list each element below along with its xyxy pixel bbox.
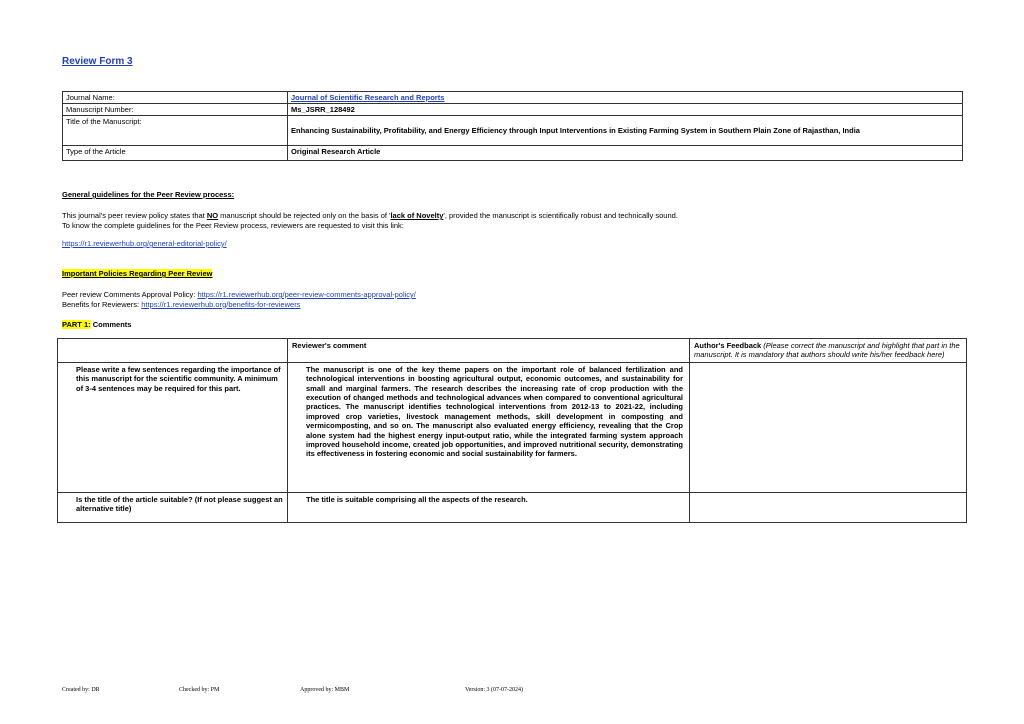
manuscript-title-row	[63, 116, 963, 146]
guidelines-text	[62, 211, 678, 230]
guidelines-heading: General guidelines for the Peer Review process:	[62, 190, 235, 199]
article-type-value: Original Research Article	[288, 146, 963, 161]
comments-table	[57, 338, 967, 523]
reviewer-comment-importance: The manuscript is one of the key theme papers on the important role of balanced fertilization and technological interventions in boosting agricultural output, economic outcomes, and sustainability for small and marginal farmers. The research describes the increasing rate of crop production with the execution of changed methods and technological advances when compared to conventional agricultural practices. The manuscript identifies technological interventions from 2012-13 to 2021-22, including improved crop varieties, livestock management methods, skill development in composting and vermicomposting, and so on. The manuscript also evaluated energy efficiency, revealing that the Crop alone system had the highest energy input-output ratio, while the integrated farming system approach improved household income, created job opportunities, and improved nutritional security, demonstrating its effectiveness in fostering economic and social sustainability for farmers.	[306, 364, 683, 459]
approval-policy-link[interactable]: https://r1.reviewerhub.org/peer-review-comments-approval-policy/	[197, 290, 416, 299]
footer-created-by: Created by: DR	[62, 687, 100, 693]
guidelines-text-c: ', provided the manuscript is scientifically robust and technically sound.	[443, 211, 678, 220]
guidelines-line-2: To know the complete guidelines for the Peer Review process, reviewers are requested to visit this link:	[62, 220, 404, 230]
journal-name-label: Journal Name:	[63, 92, 288, 104]
no-emphasis: NO	[206, 211, 219, 220]
guidelines-line-1	[62, 211, 678, 221]
author-feedback-title: Author's Feedback	[694, 341, 762, 350]
benefits-label: Benefits for Reviewers:	[62, 299, 142, 309]
question-title-suitable: Is the title of the article suitable? (If not please suggest an alternative title)	[76, 494, 283, 514]
manuscript-info-table	[62, 91, 963, 161]
author-feedback-cell-importance[interactable]	[690, 362, 967, 492]
reviewer-comment-title: The title is suitable comprising all the aspects of the research.	[306, 494, 528, 504]
policies-text	[62, 290, 416, 309]
author-feedback-header	[690, 339, 966, 362]
empty-header-cell	[58, 339, 288, 363]
policies-heading: Important Policies Regarding Peer Review	[62, 269, 213, 278]
footer-checked-by: Checked by: PM	[179, 687, 220, 693]
table-row	[58, 362, 967, 492]
journal-name-row	[63, 92, 963, 104]
guidelines-text-b: manuscript should be rejected only on the basis of '	[218, 211, 391, 220]
manuscript-number-row	[63, 104, 963, 116]
comments-header-row	[58, 339, 967, 363]
part-1-title: Comments	[90, 320, 132, 329]
editorial-policy-link[interactable]: https://r1.reviewerhub.org/general-editorial-policy/	[62, 239, 227, 248]
journal-name-link[interactable]: Journal of Scientific Research and Reports	[291, 93, 445, 102]
manuscript-title-label: Title of the Manuscript:	[63, 116, 288, 146]
author-feedback-cell-title[interactable]	[690, 492, 967, 522]
manuscript-number-label: Manuscript Number:	[63, 104, 288, 116]
benefits-link[interactable]: https://r1.reviewerhub.org/benefits-for-reviewers	[141, 299, 301, 309]
guidelines-text-a: This journal's peer review policy states that	[62, 211, 207, 220]
manuscript-number-value: Ms_JSRR_128492	[288, 104, 963, 116]
table-row	[58, 492, 967, 522]
approval-policy-label: Peer review Comments Approval Policy:	[62, 290, 198, 299]
article-type-label: Type of the Article	[63, 146, 288, 161]
form-title: Review Form 3	[62, 56, 133, 67]
author-feedback-note: (Please correct the manuscript and highlight that part in the manuscript. It is mandatory that authors should write his/her feedback here)	[694, 341, 960, 360]
reviewer-comment-header: Reviewer's comment	[292, 341, 367, 350]
footer-approved-by: Approved by: MBM	[300, 687, 350, 693]
part-1-heading	[62, 320, 131, 330]
article-type-row	[63, 146, 963, 161]
footer-version: Version: 3 (07-07-2024)	[465, 687, 523, 693]
question-importance: Please write a few sentences regarding the importance of this manuscript for the scientific community. A minimum of 3-4 sentences may be required for this part.	[76, 364, 281, 393]
manuscript-title-value: Enhancing Sustainability, Profitability, and Energy Efficiency through Input Interventions in Existing Farming System in Southern Plain Zone of Rajasthan, India	[288, 116, 963, 146]
lack-of-novelty-emphasis: lack of Novelty	[390, 211, 444, 220]
part-1-label: PART 1:	[62, 320, 91, 329]
